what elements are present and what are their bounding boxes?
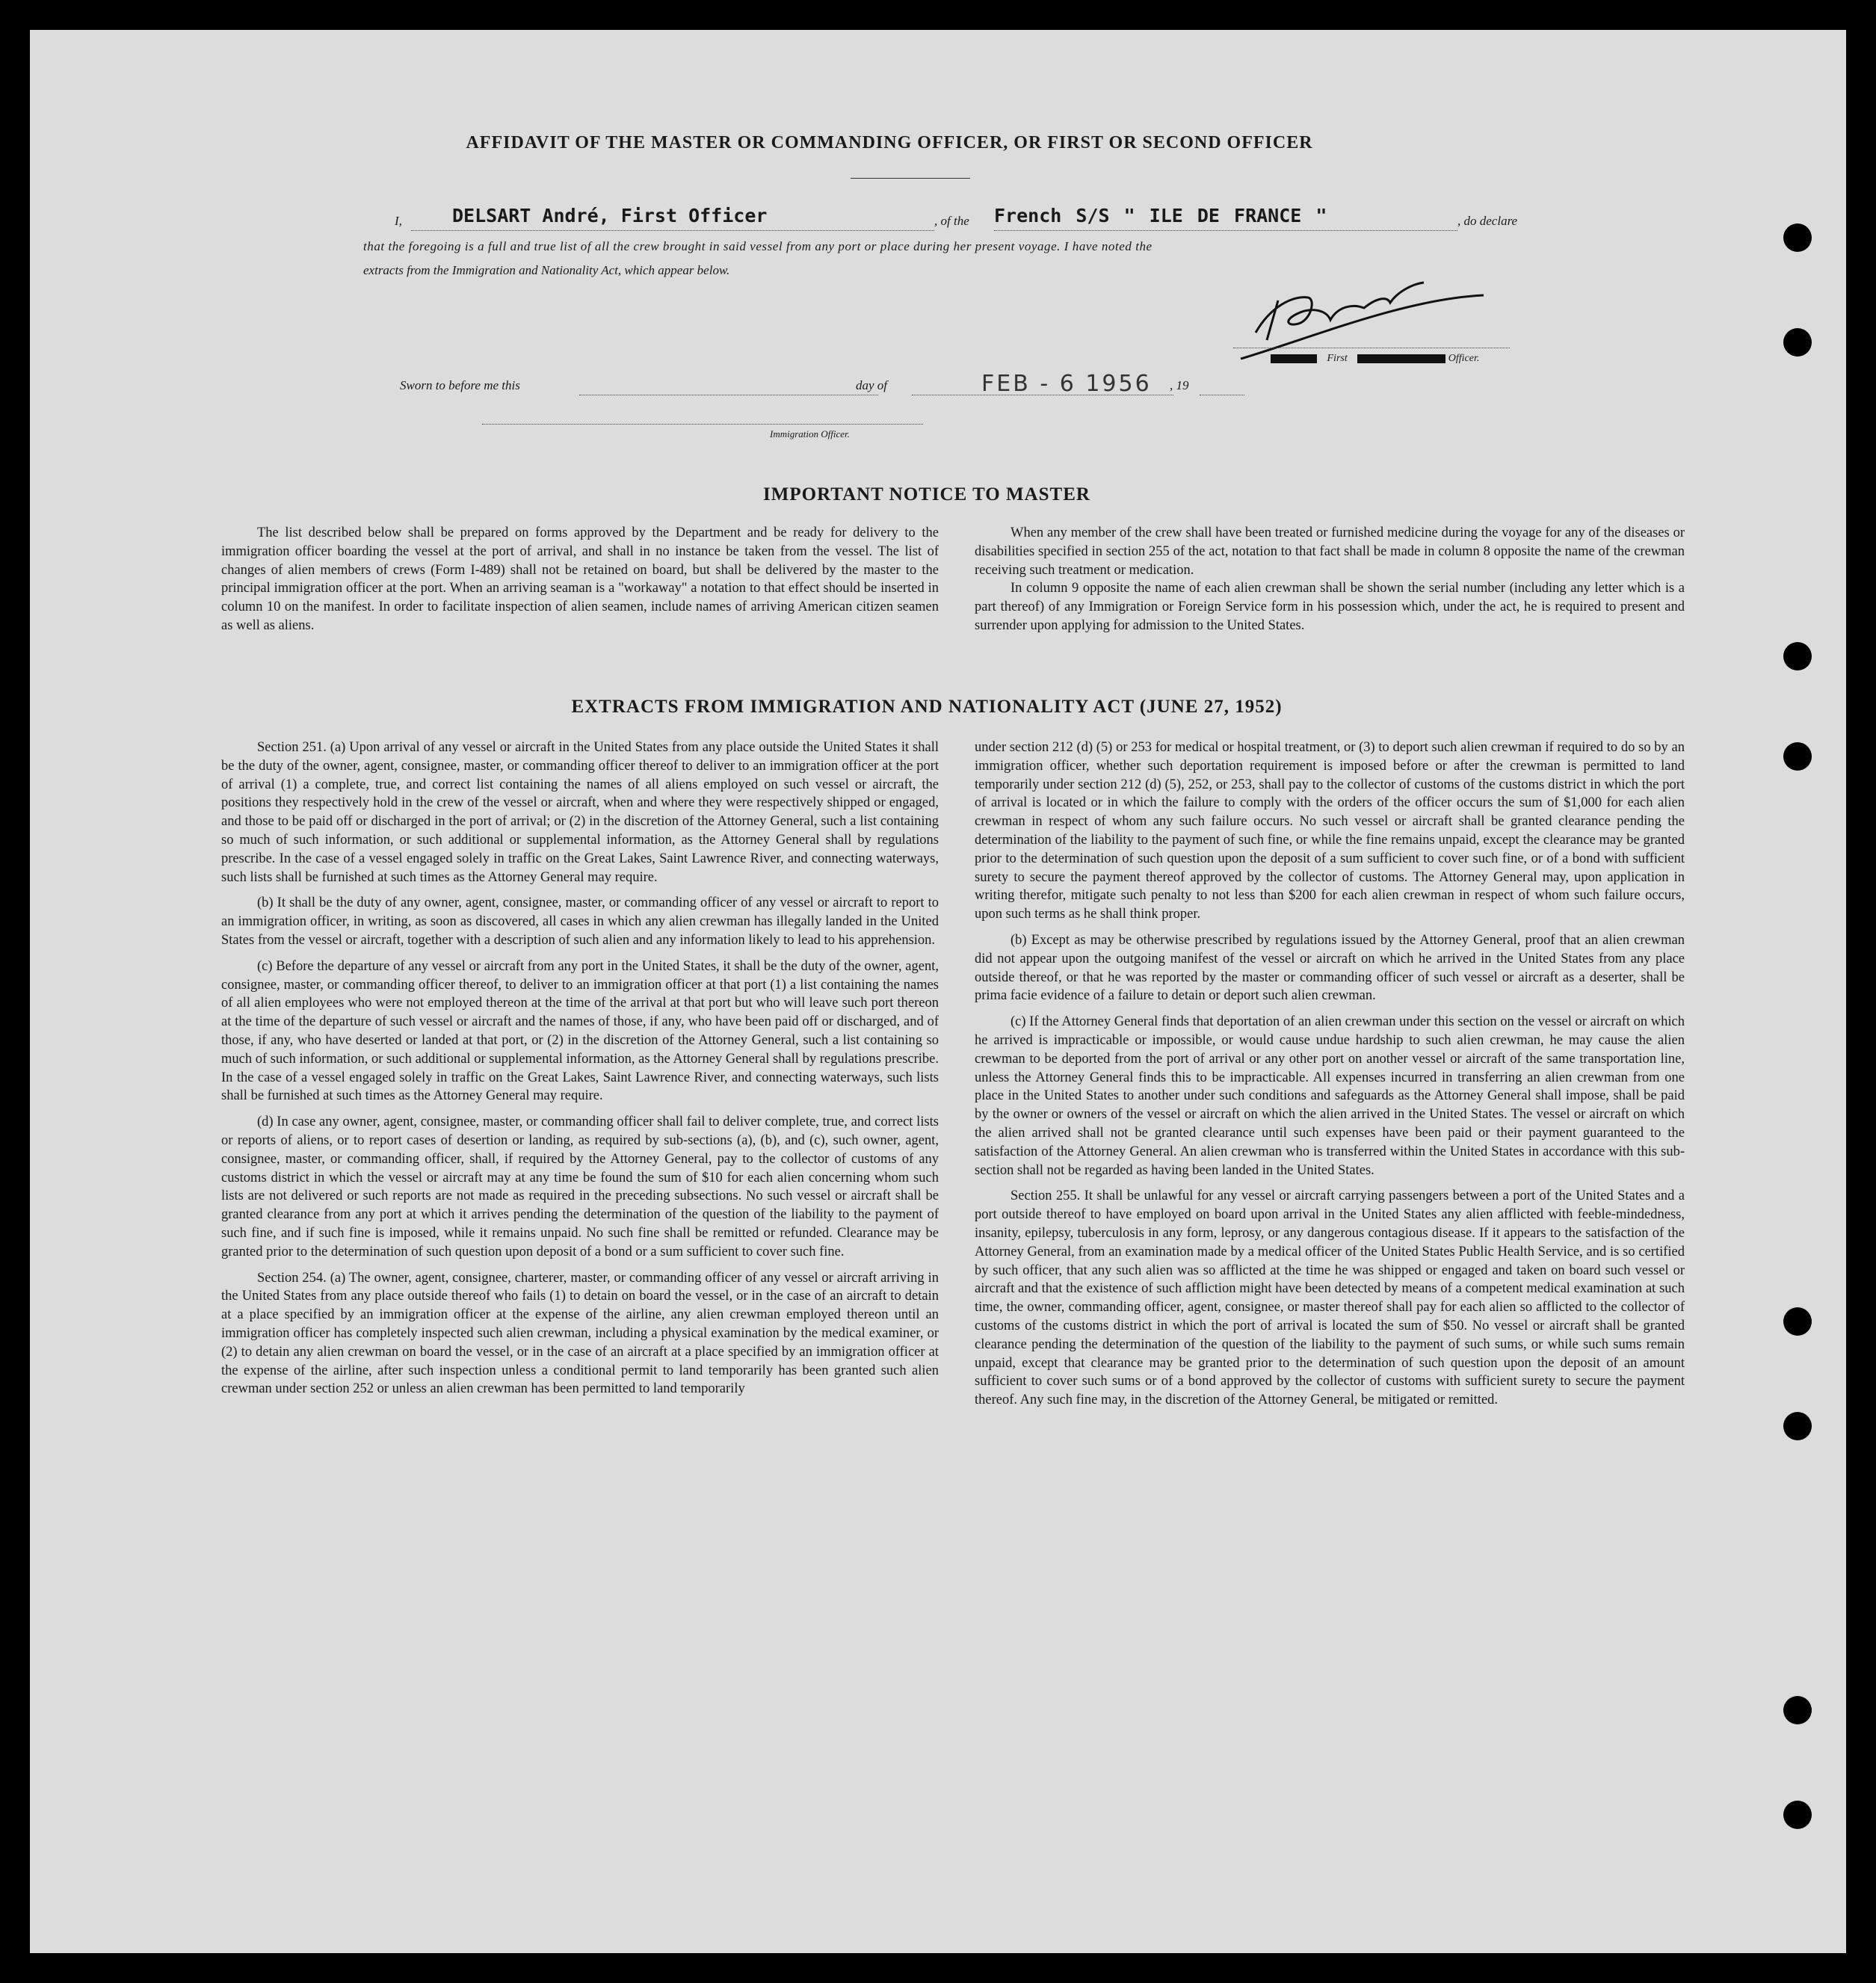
extracts-right-column (975, 738, 1685, 1417)
sworn-date-stamp: FEB - 6 1956 (981, 371, 1152, 397)
punch-hole (1783, 223, 1812, 252)
signature-title (1271, 353, 1479, 365)
sworn-prefix: Sworn to before me this (400, 378, 520, 392)
immigration-officer-rule (482, 424, 923, 425)
officer-name: DELSART André, First Officer (452, 205, 768, 226)
vessel-name: French S/S " ILE DE FRANCE " (994, 205, 1327, 226)
declaration-of-the: , of the (934, 214, 969, 228)
punch-hole (1783, 642, 1812, 670)
notice-right-column (975, 524, 1685, 643)
act-section-paragraph: (c) If the Attorney General finds that deportation of an alien crewman under this section on the vessel or aircraft on which he arrived is impracticable or impossible, or would cause undue hardship to such alien crewman, he may cause the alien crewman to be deported from the port of arrival or any other port on another vessel or aircraft of the same transportation line, unless the Attorney General finds this to be impracticable. All expenses incurred in transferring an alien crewman from one place in the United States to another under such conditions and safeguards as the Attorney General shall impose, shall be paid by the owner or owners of the vessel or aircraft on which the alien arrived in the United States. The vessel or aircraft on which the alien arrived shall not be granted clearance until such expenses have been paid or their payment guaranteed to the satisfaction of the Attorney General. An alien crewman who is transferred within the United States in accordance with this sub-section shall not be regarded as having been landed in the United States. (975, 1014, 1685, 1178)
sworn-day-of: day of (856, 378, 888, 392)
punch-hole (1783, 1801, 1812, 1829)
title-underline (851, 178, 970, 179)
notice-paragraph: The list described below shall be prepared on forms approved by the Department and be ready for delivery to the immigration officer boarding the vessel at the port of arrival, and shall in no instance be taken from the vessel. The list of changes of alien members of crews (Form I-489) shall not be retained on board, but shall be delivered by the master to the principal immigration officer at the port. When an arriving seaman is a "workaway" a notation to that effect should be inserted in column 10 on the manifest. In order to facilitate inspection of alien seamen, include names of arriving American citizen seamen as well as aliens. (221, 525, 939, 633)
declaration-do-declare: , do declare (1457, 214, 1518, 228)
redaction-mark (1357, 354, 1445, 363)
extracts-left-column (221, 738, 939, 1406)
notice-paragraph: When any member of the crew shall have been treated or furnished medicine during the voyage for any of the diseases or disabilities specified in section 255 of the act, notation to that fact shall be made in column 8 opposite the name of the crewman receiving such treatment or medication. (975, 525, 1685, 578)
declaration-prefix: I, (395, 214, 402, 228)
act-section-paragraph: Section 254. (a) The owner, agent, consignee, charterer, master, or commanding officer of any vessel or aircraft arriving in the United States from any place outside thereof who fails (1) to detain on board the vessel, or in the case of an aircraft to detain at a place specified by an immigration officer at the expense of the airline, any alien crewman employed thereon until an immigration officer has completely inspected such alien crewman, including a physical examination by the medical examiner, or (2) to detain any alien crewman on board the vessel, or in the case of an aircraft at a place specified by an immigration officer at the expense of the airline, after such inspection unless a conditional permit to land temporarily has been granted such alien crewman under section 252 or unless an alien crewman has been permitted to land temporarily (221, 1270, 939, 1397)
affidavit-title: AFFIDAVIT OF THE MASTER OR COMMANDING OFFICER, OR FIRST OR SECOND OFFICER (466, 133, 1313, 152)
punch-hole (1783, 1696, 1812, 1724)
extracts-heading: EXTRACTS FROM IMMIGRATION AND NATIONALITY ACT (JUNE 27, 1952) (571, 697, 1283, 717)
act-section-paragraph: (c) Before the departure of any vessel or aircraft from any port in the United States, it shall be the duty of the owner, agent, consignee, master, or commanding officer thereof, to deliver to an immigration officer at that port (1) a list containing the names of all alien employees who were not employed thereon at the time of the arrival at that port but who will leave such port thereon at the time of the departure of such vessel or aircraft and the names of those, if any, who have been paid off or discharged, and of those, if any, who have deserted or landed at that port, or (2) in the discretion of the Attorney General, such a list containing so much of such information, or such additional or supplemental information, as the Attorney General shall by regulations prescribe. In the case of a vessel engaged solely in traffic on the Great Lakes, Saint Lawrence River, and connecting waterways, such lists shall be furnished at such times as the Attorney General may require. (221, 958, 939, 1104)
act-section-paragraph: under section 212 (d) (5) or 253 for medical or hospital treatment, or (3) to deport such alien crewman if required to do so by an immigration officer, whether such deportation requirement is imposed before or after the crewman is permitted to land temporarily under section 212 (d) (5), 252, or 253, shall pay to the collector of customs of the customs district in which the port of arrival is located or in which the failure to comply with the orders of the officer occurs the sum of $1,000 for each alien crewman in respect of whom any such failure occurs. No such vessel or aircraft shall be granted clearance pending the determination of the liability to the payment of such fine, or while the fine remains unpaid, except the clearance may be granted prior to the determination of such question upon the deposit of a sum sufficient to cover such fine, or of a bond with sufficient surety to secure the payment thereof approved by the collector of customs. The Attorney General may, upon application in writing therefor, mitigate such penalty to not less than $200 for each alien crewman in respect of whom such failure occurs, upon such terms as he shall think proper. (975, 740, 1685, 922)
act-section-paragraph: (b) Except as may be otherwise prescribed by regulations issued by the Attorney General, proof that an alien crewman did not appear upon the outgoing manifest of the vessel or aircraft on which he arrived in the United States from any place outside thereof, or that he was reported by the master or commanding officer of such vessel or aircraft as a deserter, shall be prima facie evidence of a failure to detain or deport such alien crewman. (975, 932, 1685, 1004)
declaration-line-3: extracts from the Immigration and Nationality Act, which appear below. (363, 263, 730, 277)
immigration-officer-label: Immigration Officer. (770, 428, 850, 440)
document-page (30, 30, 1846, 1953)
notice-paragraph: In column 9 opposite the name of each alien crewman shall be shown the serial number (including any letter which is a part thereof) of any Immigration or Foreign Service form in his possession which, under the act, he is required to present and surrender upon applying for admission to the United States. (975, 581, 1685, 633)
punch-hole (1783, 1412, 1812, 1440)
name-rule (411, 230, 934, 231)
punch-hole (1783, 742, 1812, 771)
declaration-line-2: that the foregoing is a full and true list of all the crew brought in said vessel from any port or place during her present voyage. I have noted the (363, 239, 1153, 253)
signature-first-label: First (1327, 353, 1348, 364)
redaction-mark (1271, 354, 1317, 363)
officer-signature (1226, 254, 1495, 366)
act-section-paragraph: Section 255. It shall be unlawful for any vessel or aircraft carrying passengers between a port of the United States and a port outside thereof to have employed on board upon arrival in the United States any alien afflicted with feeble-mindedness, insanity, epilepsy, tuberculosis in any form, leprosy, or any dangerous contagious disease. If it appears to the satisfaction of the Attorney General, from an examination made by a medical officer of the United States Public Health Service, and is so certified by such officer, that any such alien was so afflicted at the time he was shipped or engaged and taken on board such vessel or aircraft and that the existence of such affliction might have been detected by means of a competent medical examination at such time, the owner, commanding officer, agent, consignee, or master thereof shall pay for each alien so afflicted to the collector of customs of the customs district in which the port of arrival is located the sum of $50. No vessel or aircraft shall be granted clearance pending the determination of the question of the liability to the payment of such sums, or while such sums remain unpaid, except that clearance may be granted prior to the determination of such question upon the deposit of an amount sufficient to cover such sums or of a bond approved by the collector of customs with sufficient surety to secure the payment thereof. Any such fine may, in the discretion of the Attorney General, be mitigated or remitted. (975, 1188, 1685, 1408)
notice-heading: IMPORTANT NOTICE TO MASTER (763, 484, 1090, 505)
punch-hole (1783, 1307, 1812, 1336)
act-section-paragraph: Section 251. (a) Upon arrival of any vessel or aircraft in the United States from any place outside the United States it shall be the duty of the owner, agent, consignee, master, or commanding officer thereof to deliver to an immigration officer at the port of arrival (1) a complete, true, and correct list containing the names of all aliens employed on such vessel or aircraft, the positions they respectively hold in the crew of the vessel or aircraft, when and where they were respectively shipped or engaged, and those to be paid off or discharged in the port of arrival; or (2) in the discretion of the Attorney General, such a list containing so much of such information, or such additional or supplemental information, as the Attorney General shall by regulations prescribe. In the case of a vessel engaged solely in traffic on the Great Lakes, Saint Lawrence River, and connecting waterways, such lists shall be furnished at such times as the Attorney General may require. (221, 740, 939, 885)
punch-hole (1783, 328, 1812, 357)
signature-officer-label: Officer. (1448, 353, 1480, 364)
sworn-year-prefix: , 19 (1170, 378, 1189, 392)
vessel-rule (994, 230, 1457, 231)
act-section-paragraph: (b) It shall be the duty of any owner, agent, consignee, master, or commanding officer of any vessel or aircraft to report to an immigration officer, in writing, as soon as discovered, all cases in which any alien crewman has illegally landed in the United States from the vessel or aircraft, together with a description of such alien and any information likely to lead to his apprehension. (221, 895, 939, 948)
notice-left-column (221, 524, 939, 643)
act-section-paragraph: (d) In case any owner, agent, consignee, master, or commanding officer shall fail to deliver complete, true, and correct lists or reports of aliens, or to report cases of desertion or landing, as required by sub-sections (a), (b), and (c), such owner, agent, consignee, master, or commanding officer, shall, if required by the Attorney General, pay to the collector of customs of any customs district in which the vessel or aircraft may at any time be found the sum of $10 for each alien concerning whom such lists are not delivered or such reports are not made as required in the preceding subsections. No such vessel or aircraft shall be granted clearance from any port at which it arrives pending the determination of the question of the liability to the payment of such fine, and if such fine is imposed, while it remains unpaid. No such fine shall be remitted or refunded. Clearance may be granted prior to the determination of such question upon deposit of a bond or a sum sufficient to cover such fine. (221, 1114, 939, 1259)
